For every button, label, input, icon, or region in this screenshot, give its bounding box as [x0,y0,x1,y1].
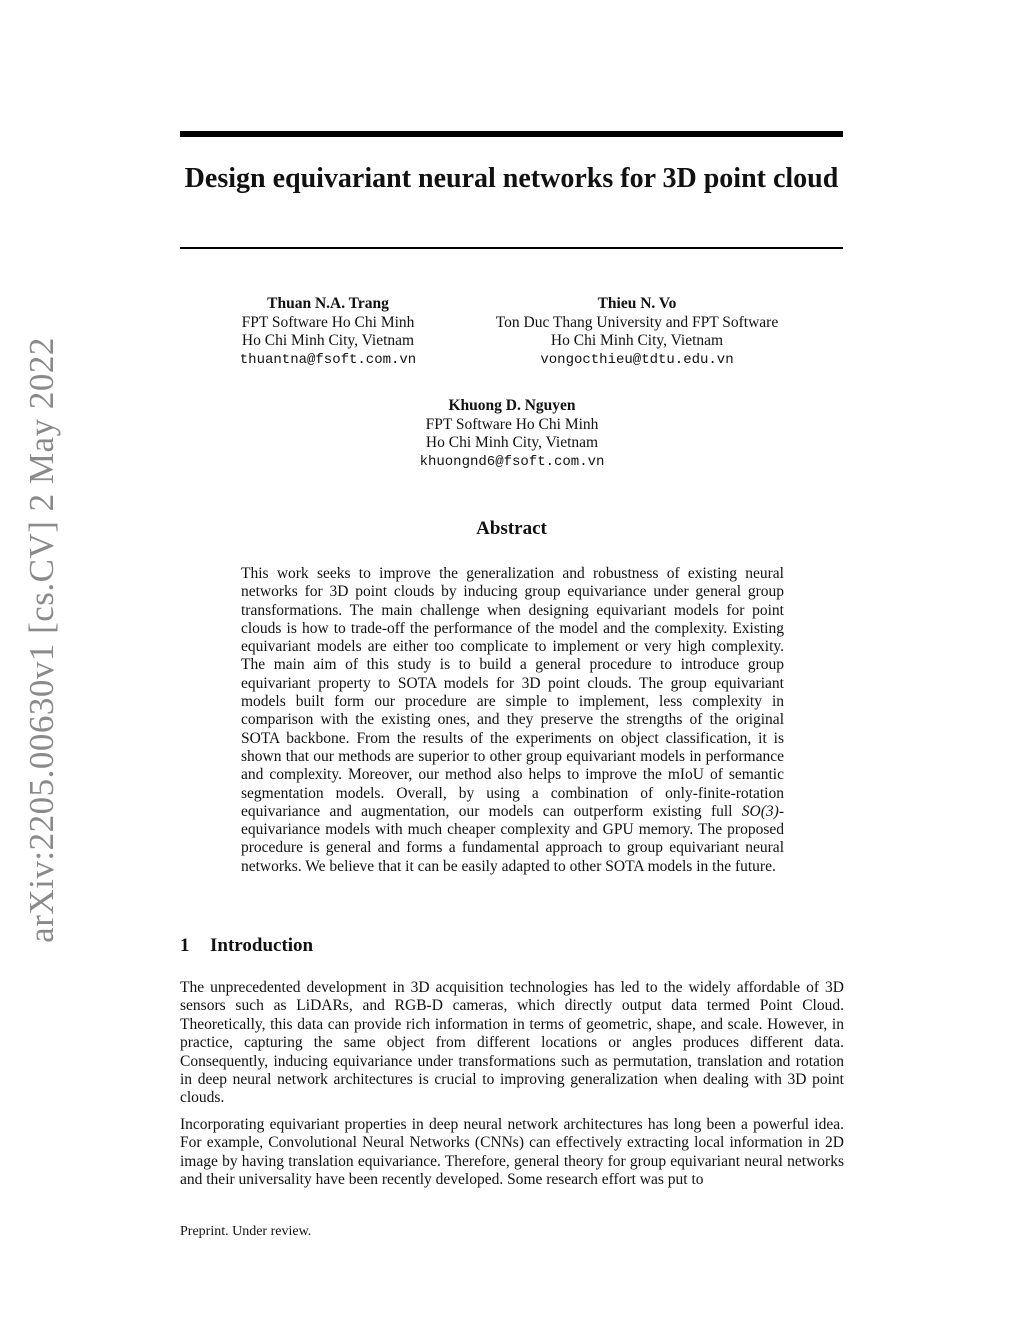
abstract-text [241,565,784,876]
abstract-text-part: -equivariance models with much cheaper complexity and GPU memory. The proposed procedure is general and forms a fundamental approach to group equivariant neural networks. We believe that it can be easily adapted to other SOTA models in the future. [241,802,784,875]
section-heading [180,935,313,957]
intro-paragraph: The unprecedented development in 3D acquisition technologies has led to the widely affordable of 3D sensors such as LiDARs, and RGB-D cameras, which directly output data termed Point Cloud. Theoretically, this data can provide rich information in terms of geometric, shape, and scale. However, in practice, capturing the same object from different locations or angles produces different data. Consequently, inducing equivariance under transformations such as permutation, translation and rotation in deep neural network architectures is crucial to improving generalization when dealing with 3D point clouds. [180,979,844,1107]
author-email[interactable]: vongocthieu@tdtu.edu.vn [540,351,734,368]
abstract-heading: Abstract [476,518,547,539]
author-affiliation: FPT Software Ho Chi Minh [425,415,599,433]
author-email[interactable]: khuongnd6@fsoft.com.vn [419,453,605,470]
arxiv-side-stamp: arXiv:2205.00630v1 [cs.CV] 2 May 2022 [22,337,61,943]
author-location: Ho Chi Minh City, Vietnam [425,434,599,451]
author-block [198,295,458,369]
author-location: Ho Chi Minh City, Vietnam [550,332,724,349]
section-title: Introduction [210,935,314,956]
footer-note: Preprint. Under review. [180,1224,312,1239]
author-name: Thieu N. Vo [597,295,677,312]
author-affiliation: Ton Duc Thang University and FPT Software [495,313,779,331]
author-affiliation: FPT Software Ho Chi Minh [241,313,415,331]
abstract-text-part: This work seeks to improve the generalization and robustness of existing neural networks for 3D point clouds by inducing group equivariance under general group transformations. The main challenge when designing equivariant models for point clouds is how to trade-off the performance of the model and the complexity. Existing equivariant models are either too complicate to implement or very high complexity. The main aim of this study is to build a general procedure to introduce group equivariant property to SOTA models for 3D point clouds. The group equivariant models built form our procedure are simple to implement, less complexity in comparison with the existing ones, and they preserve the strengths of the original SOTA backbone. From the results of the experiments on object classification, it is shown that our methods are superior to other group equivariant models in performance and complexity. Moreover, our method also helps to improve the mIoU of semantic segmentation models. Overall, by using a combination of only-finite-rotation equivariance and augmentation, our models can outperform existing full [241,565,784,820]
math-so3: SO(3) [741,802,779,820]
author-block [477,295,797,369]
author-name: Khuong D. Nguyen [448,397,576,414]
author-block [382,397,642,471]
title-bottom-rule [180,247,843,249]
section-number: 1 [180,935,190,956]
author-name: Thuan N.A. Trang [267,295,389,312]
title-top-rule [180,131,843,137]
paper-title: Design equivariant neural networks for 3D point cloud [184,163,839,194]
author-email[interactable]: thuantna@fsoft.com.vn [239,351,417,368]
intro-paragraph: Incorporating equivariant properties in deep neural network architectures has long been a powerful idea. For example, Convolutional Neural Networks (CNNs) can effectively extracting local information in 2D image by having translation equivariance. Therefore, general theory for group equivariant neural networks and their universality have been recently developed. Some research effort was put to [180,1116,844,1189]
author-location: Ho Chi Minh City, Vietnam [241,332,415,349]
